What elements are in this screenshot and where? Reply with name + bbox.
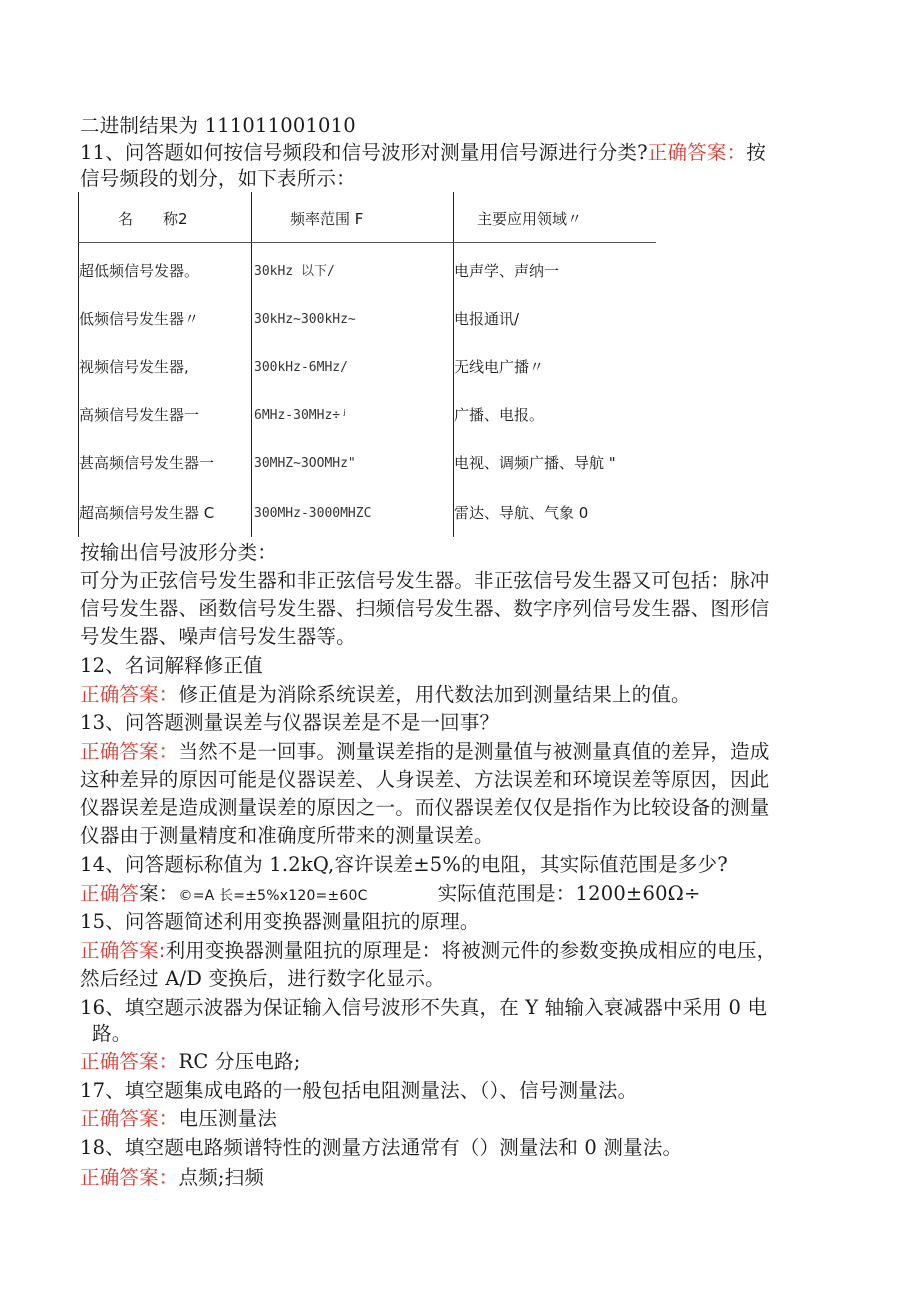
question-16-line-1: 16、填空题示波器为保证输入信号波形不失真，在 Y 轴输入衰减器中采用 0 电 <box>80 996 768 1019</box>
waveform-text-2: 信号发生器、函数信号发生器、扫频信号发生器、数字序列信号发生器、图形信 <box>80 597 770 620</box>
question-13-answer-3: 仪器误差是造成测量误差的原因之一。而仪器误差仅仅是指作为比较设备的测量 <box>80 796 770 819</box>
answer-label: 正确答 <box>80 882 140 905</box>
question-18-answer <box>80 1165 264 1191</box>
question-14-answer <box>80 881 701 909</box>
question-11-text: 11、问答题如何按信号频段和信号波形对测量用信号源进行分类? <box>80 141 648 164</box>
question-13-answer-1 <box>80 739 770 765</box>
table-cell: 超低频信号发器。 <box>79 262 200 280</box>
question-18: 18、填空题电路频谱特性的测量方法通常有（）测量法和 0 测量法。 <box>80 1136 683 1159</box>
table-header-application: 主要应用领域〃 <box>477 210 583 228</box>
question-12-answer <box>80 682 691 708</box>
table-cell: 30kHz~300kHz~ <box>254 312 356 327</box>
answer-label: 正确答案: <box>80 939 166 962</box>
question-13-answer-4: 仪器由于测量精度和准确度所带来的测量误差。 <box>80 824 494 847</box>
table-cell: 超高频信号发生器 C <box>79 504 215 522</box>
answer-text: RC 分压电路; <box>178 1050 301 1073</box>
answer-label: 正确答案： <box>80 683 179 706</box>
question-15-answer-1 <box>80 938 776 964</box>
table-cell: 6MHz-30MHz÷ʲ <box>254 408 348 423</box>
answer-text: 利用变换器测量阻抗的原理是：将被测元件的参数变换成相应的电压， <box>165 939 777 962</box>
table-header-name: 名 称2 <box>118 210 188 228</box>
table-cell: 300kHz-6MHz/ <box>254 360 348 375</box>
question-13: 13、问答题测量误差与仪器误差是不是一回事？ <box>80 711 500 734</box>
table-cell: 视频信号发生器, <box>79 358 189 376</box>
answer-text: 点频;扫频 <box>178 1166 265 1189</box>
answer-label: 正确答案： <box>80 1050 179 1073</box>
table-header-frequency: 频率范围 F <box>290 210 364 228</box>
table-header-rule <box>78 242 656 243</box>
table-cell: 甚高频信号发生器一 <box>79 454 215 472</box>
answer-label: 正确答案： <box>647 141 747 164</box>
table-cell: 电视、调频广播、导航 " <box>454 454 616 472</box>
table-cell: 30MHZ~3OOMHz" <box>254 456 356 471</box>
formula-text: ©=A 长=±5%x120=±60C <box>178 888 368 904</box>
question-17-answer <box>80 1106 277 1132</box>
table-cell: 电报通讯/ <box>454 310 520 328</box>
answer-label: 正确答案： <box>80 1166 179 1189</box>
answer-text: 修正值是为消除系统误差，用代数法加到测量结果上的值。 <box>178 683 691 706</box>
binary-result-line: 二进制结果为 111011001010 <box>80 114 356 137</box>
question-15: 15、问答题简述利用变换器测量阻抗的原理。 <box>80 910 480 933</box>
question-12: 12、名词解释修正值 <box>80 654 263 677</box>
range-text: 实际值范围是：1200±60Ω÷ <box>437 882 701 905</box>
table-cell: 低频信号发生器〃 <box>79 310 200 328</box>
table-cell: 30kHz 以下/ <box>254 264 335 279</box>
question-11-line <box>80 140 766 166</box>
answer-text: 电压测量法 <box>178 1107 278 1130</box>
table-cell: 高频信号发生器一 <box>79 406 200 424</box>
answer-label: 正确答案： <box>80 740 179 763</box>
question-14: 14、问答题标称值为 1.2kQ,容许误差±5%的电阻，其实际值范围是多少? <box>80 853 728 876</box>
question-15-answer-2: 然后经过 A/D 变换后，进行数字化显示。 <box>80 967 445 990</box>
answer-label: 正确答案： <box>80 1107 179 1130</box>
question-16-answer <box>80 1049 301 1075</box>
table-cell: 300MHz-3000MHZC <box>254 506 372 521</box>
answer-label-suffix: 案： <box>139 882 179 905</box>
question-11-line-2: 信号频段的划分，如下表所示： <box>80 167 356 190</box>
table-cell: 雷达、导航、气象 0 <box>454 504 589 522</box>
waveform-text-3: 号发生器、噪声信号发生器等。 <box>80 625 356 648</box>
question-17: 17、填空题集成电路的一般包括电阻测量法、（）、信号测量法。 <box>80 1079 638 1102</box>
answer-text: 当然不是一回事。测量误差指的是测量值与被测量真值的差异，造成 <box>178 740 770 763</box>
table-cell: 广播、电报。 <box>454 406 545 424</box>
table-cell: 电声学、声纳一 <box>454 262 560 280</box>
question-16-line-2: 路。 <box>92 1022 132 1045</box>
table-cell: 无线电广播〃 <box>454 358 545 376</box>
question-13-answer-2: 这种差异的原因可能是仪器误差、人身误差、方法误差和环境误差等原因，因此 <box>80 768 770 791</box>
waveform-text-1: 可分为正弦信号发生器和非正弦信号发生器。非正弦信号发生器又可包括：脉冲 <box>80 569 770 592</box>
table-border-col2 <box>251 192 252 537</box>
waveform-title: 按输出信号波形分类： <box>80 541 278 564</box>
answer-text: 按 <box>746 141 766 164</box>
